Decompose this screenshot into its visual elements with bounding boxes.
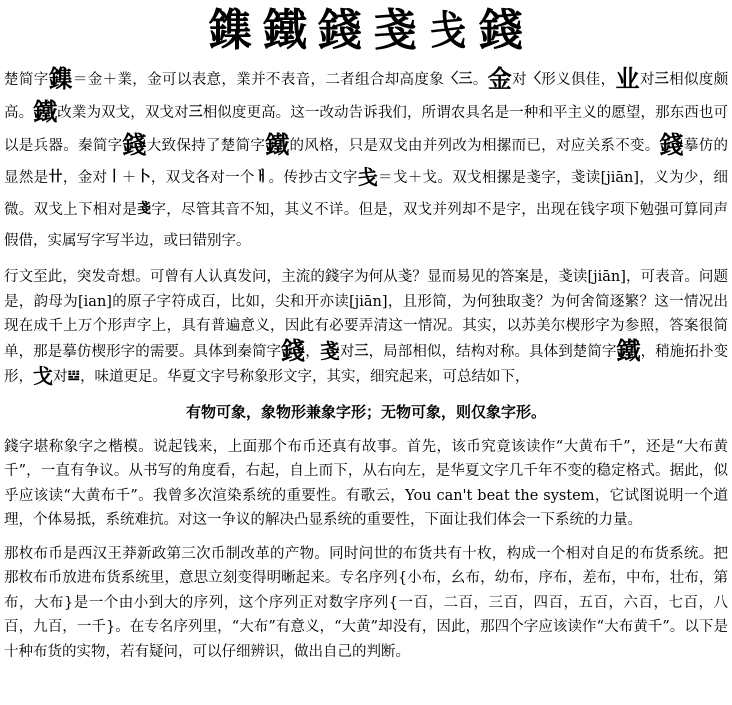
p1-text: 改業为双戈，双戈对 — [57, 105, 189, 121]
section-heading: 有物可象，象物形兼象字形；无物可象，则仅象字形。 — [185, 402, 546, 421]
ancient-glyph: 戔 — [319, 338, 340, 363]
ancient-glyph: 錢 — [659, 130, 684, 159]
ancient-glyph: 鐵 — [265, 130, 290, 159]
p1-text: ＝戈＋戈。双戈相摞是戔字，戔读[jiān]，义为少，细微。双戈上下相对是 — [4, 170, 729, 218]
p1-text: 。 — [472, 72, 488, 88]
p1-text: 的风格，只是双戈由并列改为相摞而已，对应关系不变。 — [289, 138, 660, 154]
p2-text: ， — [305, 343, 320, 360]
ancient-glyph: 錢 — [281, 335, 306, 365]
cuneiform-glyph: 三 — [354, 342, 369, 359]
p1-text: 字，尽管其音不知，其义不详。但是，双戈并列却不是字，出现在钱字项下勉强可算同声假借，实属写字写半边，或曰错别字。 — [4, 202, 729, 249]
paragraph-3: 錢字堪称象字之楷模。说起钱来，上面那个布币还真有故事。首先，该币究竟该读作“大黄布千”，还是“大布黄千”，一直有争议。从书写的角度看，右起，自上而下，从右向左，是华夏文字几千年不变的稳定格式。据此，似乎应该读“大黄布千”。我曾多次渲染系统的重要性。有歌云，You can't beat the system，它试图说明一个道理，个体易抵，系统难抗。对这一争议的解决凸显系统的重要性，下面让我们体会一下系统的力量。 — [4, 438, 728, 528]
ancient-glyph: 业 — [615, 64, 640, 93]
p1-text: 相似度更高。这一改动告诉我们，所谓农具名是一种和平主义的愿望，那东西也可以是兵器。秦简字 — [4, 105, 728, 154]
p2-text: ，味道更足。华夏文字号称象形文字，其实，细究起来，可总结如下， — [80, 369, 530, 385]
cuneiform-glyph: 卜 — [136, 169, 151, 185]
title-glyph-6: 錢 — [479, 5, 524, 56]
cuneiform-glyph: 三 — [188, 104, 203, 120]
p1-text: ＋ — [121, 170, 137, 186]
cuneiform-glyph: 〈 — [526, 71, 542, 87]
p2-text: ，局部相似，结构对称。具体到楚简字 — [368, 343, 617, 360]
ancient-glyph: 金 — [487, 64, 513, 93]
p1-text: 对 — [512, 72, 527, 88]
p1-text: ，双戈各对一个 — [150, 170, 255, 186]
p1-text: 楚简字 — [4, 72, 49, 88]
ancient-glyph: 戈 — [33, 364, 53, 388]
p1-text: 相似度颇高。 — [4, 72, 729, 121]
title-glyph-5: 戋 — [430, 7, 467, 54]
p1-text: 大致保持了楚简字 — [146, 138, 266, 154]
p2-text: 行文至此，突发奇想。可曾有人认真发问，主流的錢字为何从戔？显而易见的答案是，戔读[jiān]，可表音。问题是，韵母为[ian]的原子字符成百，比如，尖和开亦读[jiān]，且形简，为何独取戔？为何舍简逐繁？这一情况出现在成千上万个形声字上，具有普遍意义，因此有必要弄清这一情况。其实，以苏美尔楔形字为参照，答案很简单，那是摹仿楔形字的需要。具体到秦简字 — [4, 269, 728, 360]
p1-text: 摹仿的显然是 — [4, 138, 729, 186]
paragraph-1 — [4, 63, 728, 257]
p2-text: 对 — [339, 343, 355, 360]
cuneiform-glyph: 三 — [458, 71, 473, 87]
p1-text: 对 — [639, 72, 655, 88]
cuneiform-glyph: 丨 — [107, 169, 122, 185]
cuneiform-glyph: 〈 — [444, 71, 459, 87]
title-glyph-4: 戔 — [373, 5, 418, 56]
title-glyph-row — [0, 0, 732, 62]
cuneiform-glyph: 三 — [654, 71, 670, 87]
p1-text: 。传抄古文字 — [268, 170, 358, 186]
ancient-glyph: 錢 — [122, 130, 147, 159]
ancient-glyph: 鐵 — [616, 335, 641, 365]
cuneiform-glyph: ㅐ — [254, 169, 269, 185]
p1-text: ，金对 — [62, 170, 108, 186]
ancient-glyph: 鏶 — [48, 64, 73, 93]
p1-text: ＝金＋業，金可以表意，業并不表音，二者组合却高度象 — [72, 72, 445, 88]
ancient-glyph: 鐵 — [33, 97, 58, 126]
ancient-glyph: 戋 — [357, 165, 379, 189]
title-glyph-3: 錢 — [318, 5, 363, 56]
paragraph-2 — [4, 265, 728, 390]
paragraph-4: 那枚布币是西汉王莽新政第三次币制改革的产物。同时问世的布货共有十枚，构成一个相对自足的布货系统。把那枚布币放进布货系统里，意思立刻变得明晰起来。专名序列{小布，幺布，幼布，序布，差布，中布，壮布，第布，大布}是一个由小到大的序列，这个序列正对数字序列{一百，二百，三百，四百，五百，六百，七百，八百，九百，一千}。在专名序列里，“大布”有意义，“大黄”却没有，因此，那四个字应该读作“大布黄千”。以下是十种布货的实物，若有疑问，可以仔细辨识，做出自己的判断。 — [4, 545, 728, 660]
title-glyph-1: 鏶 — [208, 5, 253, 56]
title-glyph-2: 鐵 — [263, 5, 308, 56]
ancient-glyph: 戔 — [137, 201, 152, 217]
cuneiform-glyph: 卄 — [48, 169, 63, 185]
p2-text: 对 — [53, 369, 68, 385]
p2-text: ，稍施拓扑变形， — [4, 343, 729, 385]
p1-text: 形义俱佳， — [541, 72, 616, 88]
cuneiform-glyph: 𝍑 — [67, 368, 81, 384]
